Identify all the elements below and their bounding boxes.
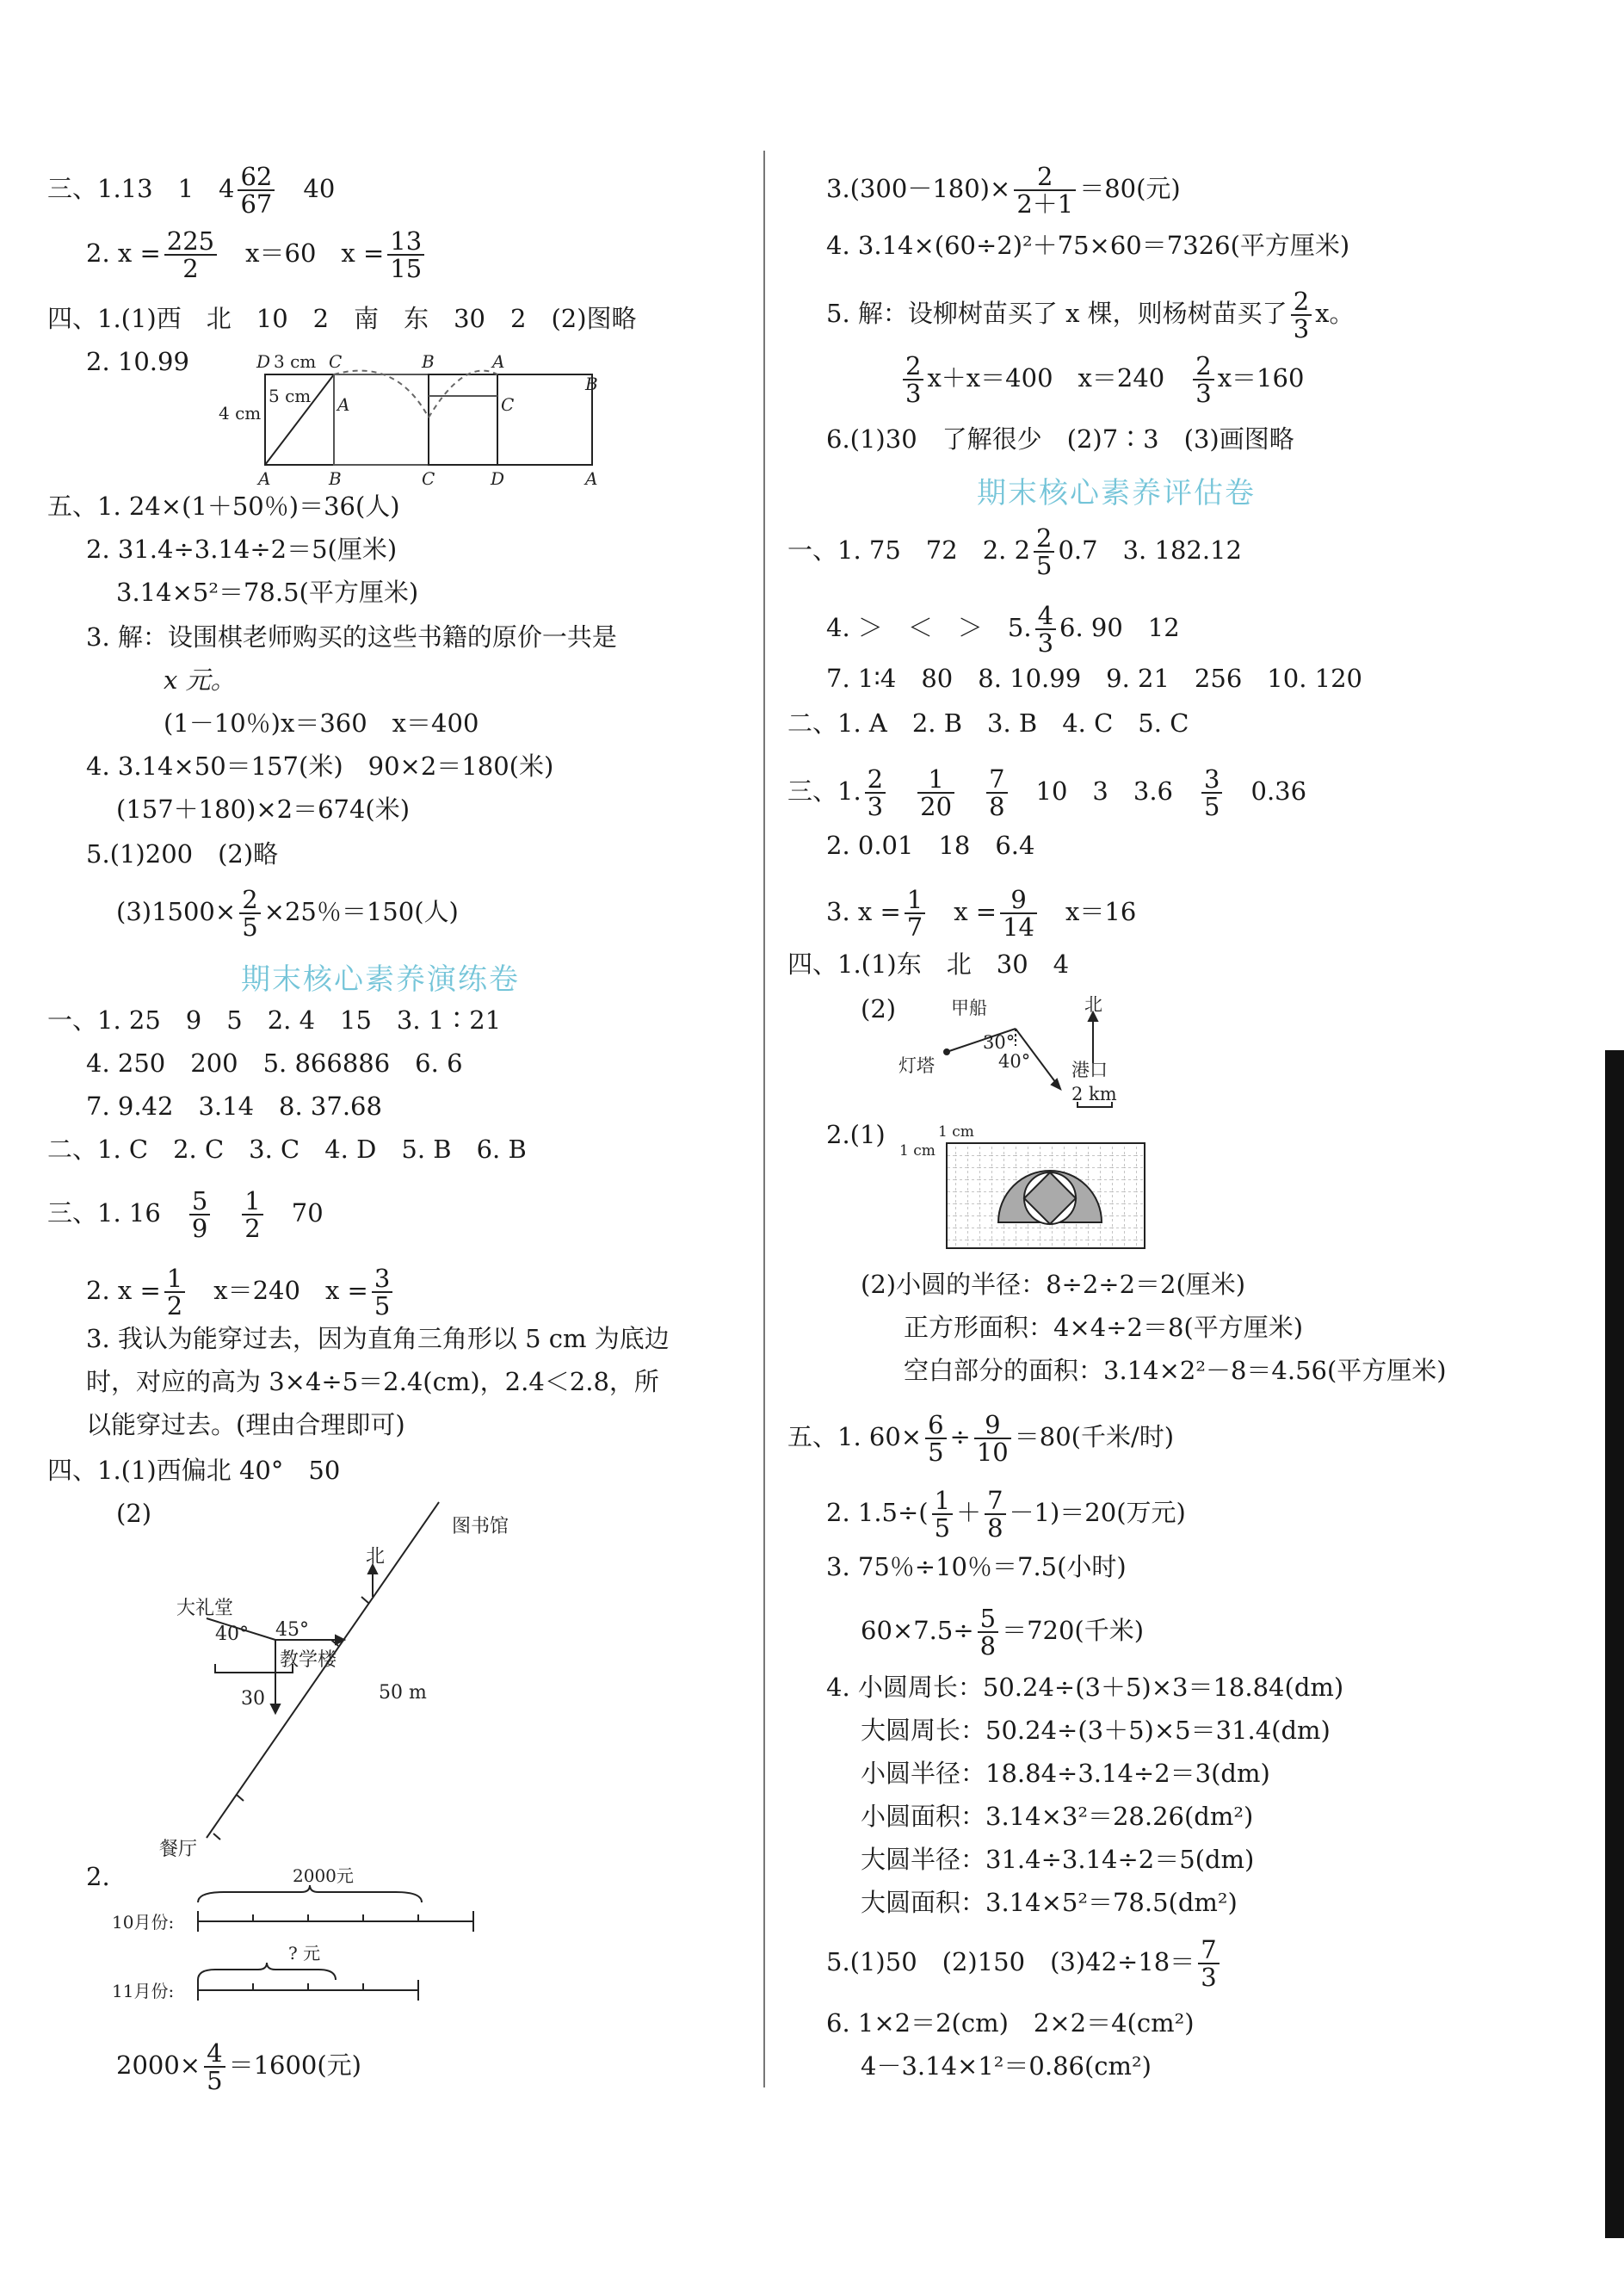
label-3cm: 3 cm (274, 351, 317, 372)
label-north: 北 (366, 1546, 386, 1568)
label-teaching: 教学楼 (280, 1649, 337, 1671)
right-q5g-line-0: 6. 1×2＝2(cm) 2×2＝4(cm²) (826, 2008, 1195, 2038)
label-a-top: A (492, 351, 505, 372)
label-b-right: B (585, 374, 598, 394)
label-b-bottom: B (329, 468, 342, 489)
label-c-mid: C (501, 394, 515, 415)
left-s3-1: 三、1.13 1 4 $\frac{62}{67}$ 40 (47, 162, 336, 219)
left-p1-s3-1: 三、1. 16 $\frac{5}{9}$ $\frac{1}{2}$ 70 (47, 1186, 324, 1243)
right-q5e-line-4: 大圆半径：31.4÷3.14÷2＝5(dm) (861, 1845, 1255, 1874)
label-d: D (256, 351, 271, 372)
label-total: 2000元 (293, 1865, 354, 1886)
right-r5: 5. 解：设柳树苗买了 x 棵，则杨树苗买了 $\frac{2}{3}$ x。 (826, 287, 1355, 343)
monthly-expense-bar-model (112, 1859, 482, 2032)
right-q5c: 3. 75％÷10％＝7.5(小时) (826, 1552, 1127, 1581)
right-q5e-line-1: 大圆周长：50.24÷(3＋5)×5＝31.4(dm) (861, 1716, 1331, 1745)
left-p1-s3-3-line-2: 以能穿过去。(理由合理即可) (86, 1410, 405, 1439)
scan-edge (1605, 1050, 1624, 2238)
label-5cm: 5 cm (269, 386, 312, 406)
label-tower: 灯塔 (898, 1055, 935, 1076)
label-1cm-left: 1 cm (899, 1142, 935, 1160)
left-s4-1: 四、1.(1)西 北 10 2 南 东 30 2 (2)图略 (47, 304, 637, 333)
left-s5-line-5: (1－10％)x＝360 x＝400 (164, 708, 479, 738)
left-s3-2: 2. x = $\frac{225}{2}$ x＝60 x = $\frac{13}{15}$ (86, 228, 428, 281)
right-r4: 4. 3.14×(60÷2)²＋75×60＝7326(平方厘米) (826, 231, 1350, 260)
left-s4-2: 2. 10.99 (86, 347, 189, 376)
label-b-top: B (422, 351, 435, 372)
label-a-bottom: A (258, 468, 271, 489)
left-s5-line-0: 五、1. 24×(1＋50％)＝36(人) (47, 492, 400, 521)
right-q2: 二、1. A 2. B 3. B 4. C 5. C (787, 708, 1189, 738)
right-q1c: 7. 1∶4 80 8. 10.99 9. 21 256 10. 120 (826, 664, 1362, 693)
right-q4a: 四、1.(1)东 北 30 4 (787, 949, 1070, 979)
right-q5e-line-2: 小圆半径：18.84÷3.14÷2＝3(dm) (861, 1759, 1270, 1788)
left-p1-s3-3-line-1: 时，对应的高为 3×4÷5＝2.4(cm)，2.4＜2.8，所 (86, 1367, 659, 1396)
left-p1-s4-1: 四、1.(1)西偏北 40° 50 (47, 1456, 341, 1485)
label-a-bottom-right: A (585, 468, 598, 489)
left-p1-line-3: 二、1. C 2. C 3. C 4. D 5. B 6. B (47, 1135, 527, 1164)
label-october: 10月份: (112, 1912, 175, 1933)
right-q5e-line-3: 小圆面积：3.14×3²＝28.26(dm²) (861, 1802, 1254, 1831)
label-november: 11月份: (112, 1981, 175, 2001)
left-s5-line-8: 5.(1)200 (2)略 (86, 839, 279, 869)
label-canteen: 餐厅 (159, 1839, 198, 1859)
left-p1-s3-2: 2. x = $\frac{1}{2}$ x＝240 x = $\frac{3}{5}$ (86, 1265, 396, 1319)
ship-lighthouse-map (895, 990, 1153, 1110)
right-q3a: 三、1. $\frac{2}{3}$ $\frac{1}{20}$ $\frac{7}{8}$ 10 3 3.6 $\frac{3}{5}$ 0.36 (787, 764, 1307, 821)
label-40deg-r: 40° (998, 1051, 1031, 1072)
label-30: 30 (241, 1688, 265, 1710)
right-q5a: 五、1. 60× $\frac{6}{5}$ ÷ $\frac{9}{10}$ ＝80(千米/时) (787, 1410, 1175, 1467)
label-c-bottom: C (422, 468, 435, 489)
left-p1-q2: 2. (86, 1862, 110, 1891)
right-r5b: $\frac{2}{3}$ x＋x＝400 x＝240 $\frac{2}{3}$ x＝160 (899, 353, 1304, 406)
section-title-assessment: 期末核心素养评估卷 (977, 476, 1256, 510)
label-30deg: 30° (983, 1032, 1016, 1053)
left-s5-line-7: (157＋180)×2＝674(米) (116, 795, 411, 824)
section-title-practice: 期末核心素养演练卷 (241, 962, 520, 997)
left-p1-line-0: 一、1. 25 9 5 2. 4 15 3. 1∶21 (47, 1005, 502, 1035)
label-port: 港口 (1071, 1060, 1108, 1080)
left-p1-line-2: 7. 9.42 3.14 8. 37.68 (86, 1092, 382, 1121)
left-s5-line-3: 3. 解：设围棋老师购买的这些书籍的原价一共是 (86, 622, 617, 652)
left-s5-line-1: 2. 31.4÷3.14÷2＝5(厘米) (86, 535, 398, 564)
right-q4c: 2.(1) (826, 1120, 886, 1149)
left-s5-line-2: 3.14×5²＝78.5(平方厘米) (116, 578, 419, 607)
grid-circle-figure (895, 1119, 1153, 1257)
left-p1-line-1: 4. 250 200 5. 866886 6. 6 (86, 1048, 463, 1078)
right-q4d-line-2: 空白部分的面积：3.14×2²－8＝4.56(平方厘米) (904, 1356, 1447, 1385)
left-s5-line-4: x 元。 (164, 665, 236, 695)
right-r6: 6.(1)30 了解很少 (2)7∶3 (3)画图略 (826, 424, 1294, 454)
label-question: ? 元 (288, 1943, 321, 1964)
right-q5g-line-1: 4－3.14×1²＝0.86(cm²) (861, 2051, 1152, 2081)
label-north-r: 北 (1084, 994, 1102, 1015)
label-45deg: 45° (275, 1619, 309, 1641)
campus-direction-map (155, 1498, 551, 1859)
label-1cm-top: 1 cm (938, 1123, 974, 1141)
right-q3b: 2. 0.01 18 6.4 (826, 831, 1035, 860)
label-2km: 2 km (1071, 1084, 1117, 1104)
right-q5b: 2. 1.5÷( $\frac{1}{5}$ ＋ $\frac{7}{8}$ －1)＝20(万元) (826, 1486, 1186, 1543)
label-c: C (329, 351, 343, 372)
left-s5-line-6: 4. 3.14×50＝157(米) 90×2＝180(米) (86, 751, 554, 781)
label-scale: 50 m (379, 1682, 427, 1704)
right-q4b: (2) (861, 994, 897, 1024)
label-ship: 甲船 (951, 998, 987, 1018)
label-library: 图书馆 (452, 1516, 509, 1537)
right-q5f: 5.(1)50 (2)150 (3)42÷18＝ $\frac{7}{3}$ (826, 1937, 1223, 1990)
right-q1b: 4. ＞ ＜ ＞ 5. $\frac{4}{3}$ 6. 90 12 (826, 601, 1180, 658)
label-4cm: 4 cm (219, 403, 262, 424)
label-d-bottom: D (491, 468, 505, 489)
label-a-mid: A (337, 394, 350, 415)
left-p1-s3-3-line-0: 3. 我认为能穿过去，因为直角三角形以 5 cm 为底边 (86, 1324, 670, 1353)
right-q3c: 3. x = $\frac{1}{7}$ x = $\frac{9}{14}$ x＝16 (826, 885, 1137, 942)
label-hall: 大礼堂 (176, 1598, 234, 1619)
right-q4d-line-0: (2)小圆的半径：8÷2÷2＝2(厘米) (861, 1270, 1246, 1299)
right-r3: 3.(300－180)× $\frac{2}{2+1}$ ＝80(元) (826, 162, 1181, 219)
rectangle-rolling-figure (215, 349, 602, 491)
right-q5d: 60×7.5÷ $\frac{5}{8}$ ＝720(千米) (861, 1604, 1145, 1661)
right-q4d-line-1: 正方形面积：4×4÷2＝8(平方厘米) (904, 1313, 1304, 1342)
right-q5e-line-5: 大圆面积：3.14×5²＝78.5(dm²) (861, 1888, 1238, 1917)
left-p1-answer: 2000× $\frac{4}{5}$ ＝1600(元) (116, 2038, 361, 2095)
right-q5e-line-0: 4. 小圆周长：50.24÷(3＋5)×3＝18.84(dm) (826, 1673, 1344, 1702)
column-divider (763, 151, 765, 2087)
left-s5-3: (3)1500× $\frac{2}{5}$ ×25％＝150(人) (116, 885, 459, 942)
right-q1a: 一、1. 75 72 2. 2 $\frac{2}{5}$ 0.7 3. 182.12 (787, 523, 1242, 580)
left-p1-s4-2: (2) (116, 1499, 152, 1528)
label-40deg: 40° (215, 1624, 249, 1645)
